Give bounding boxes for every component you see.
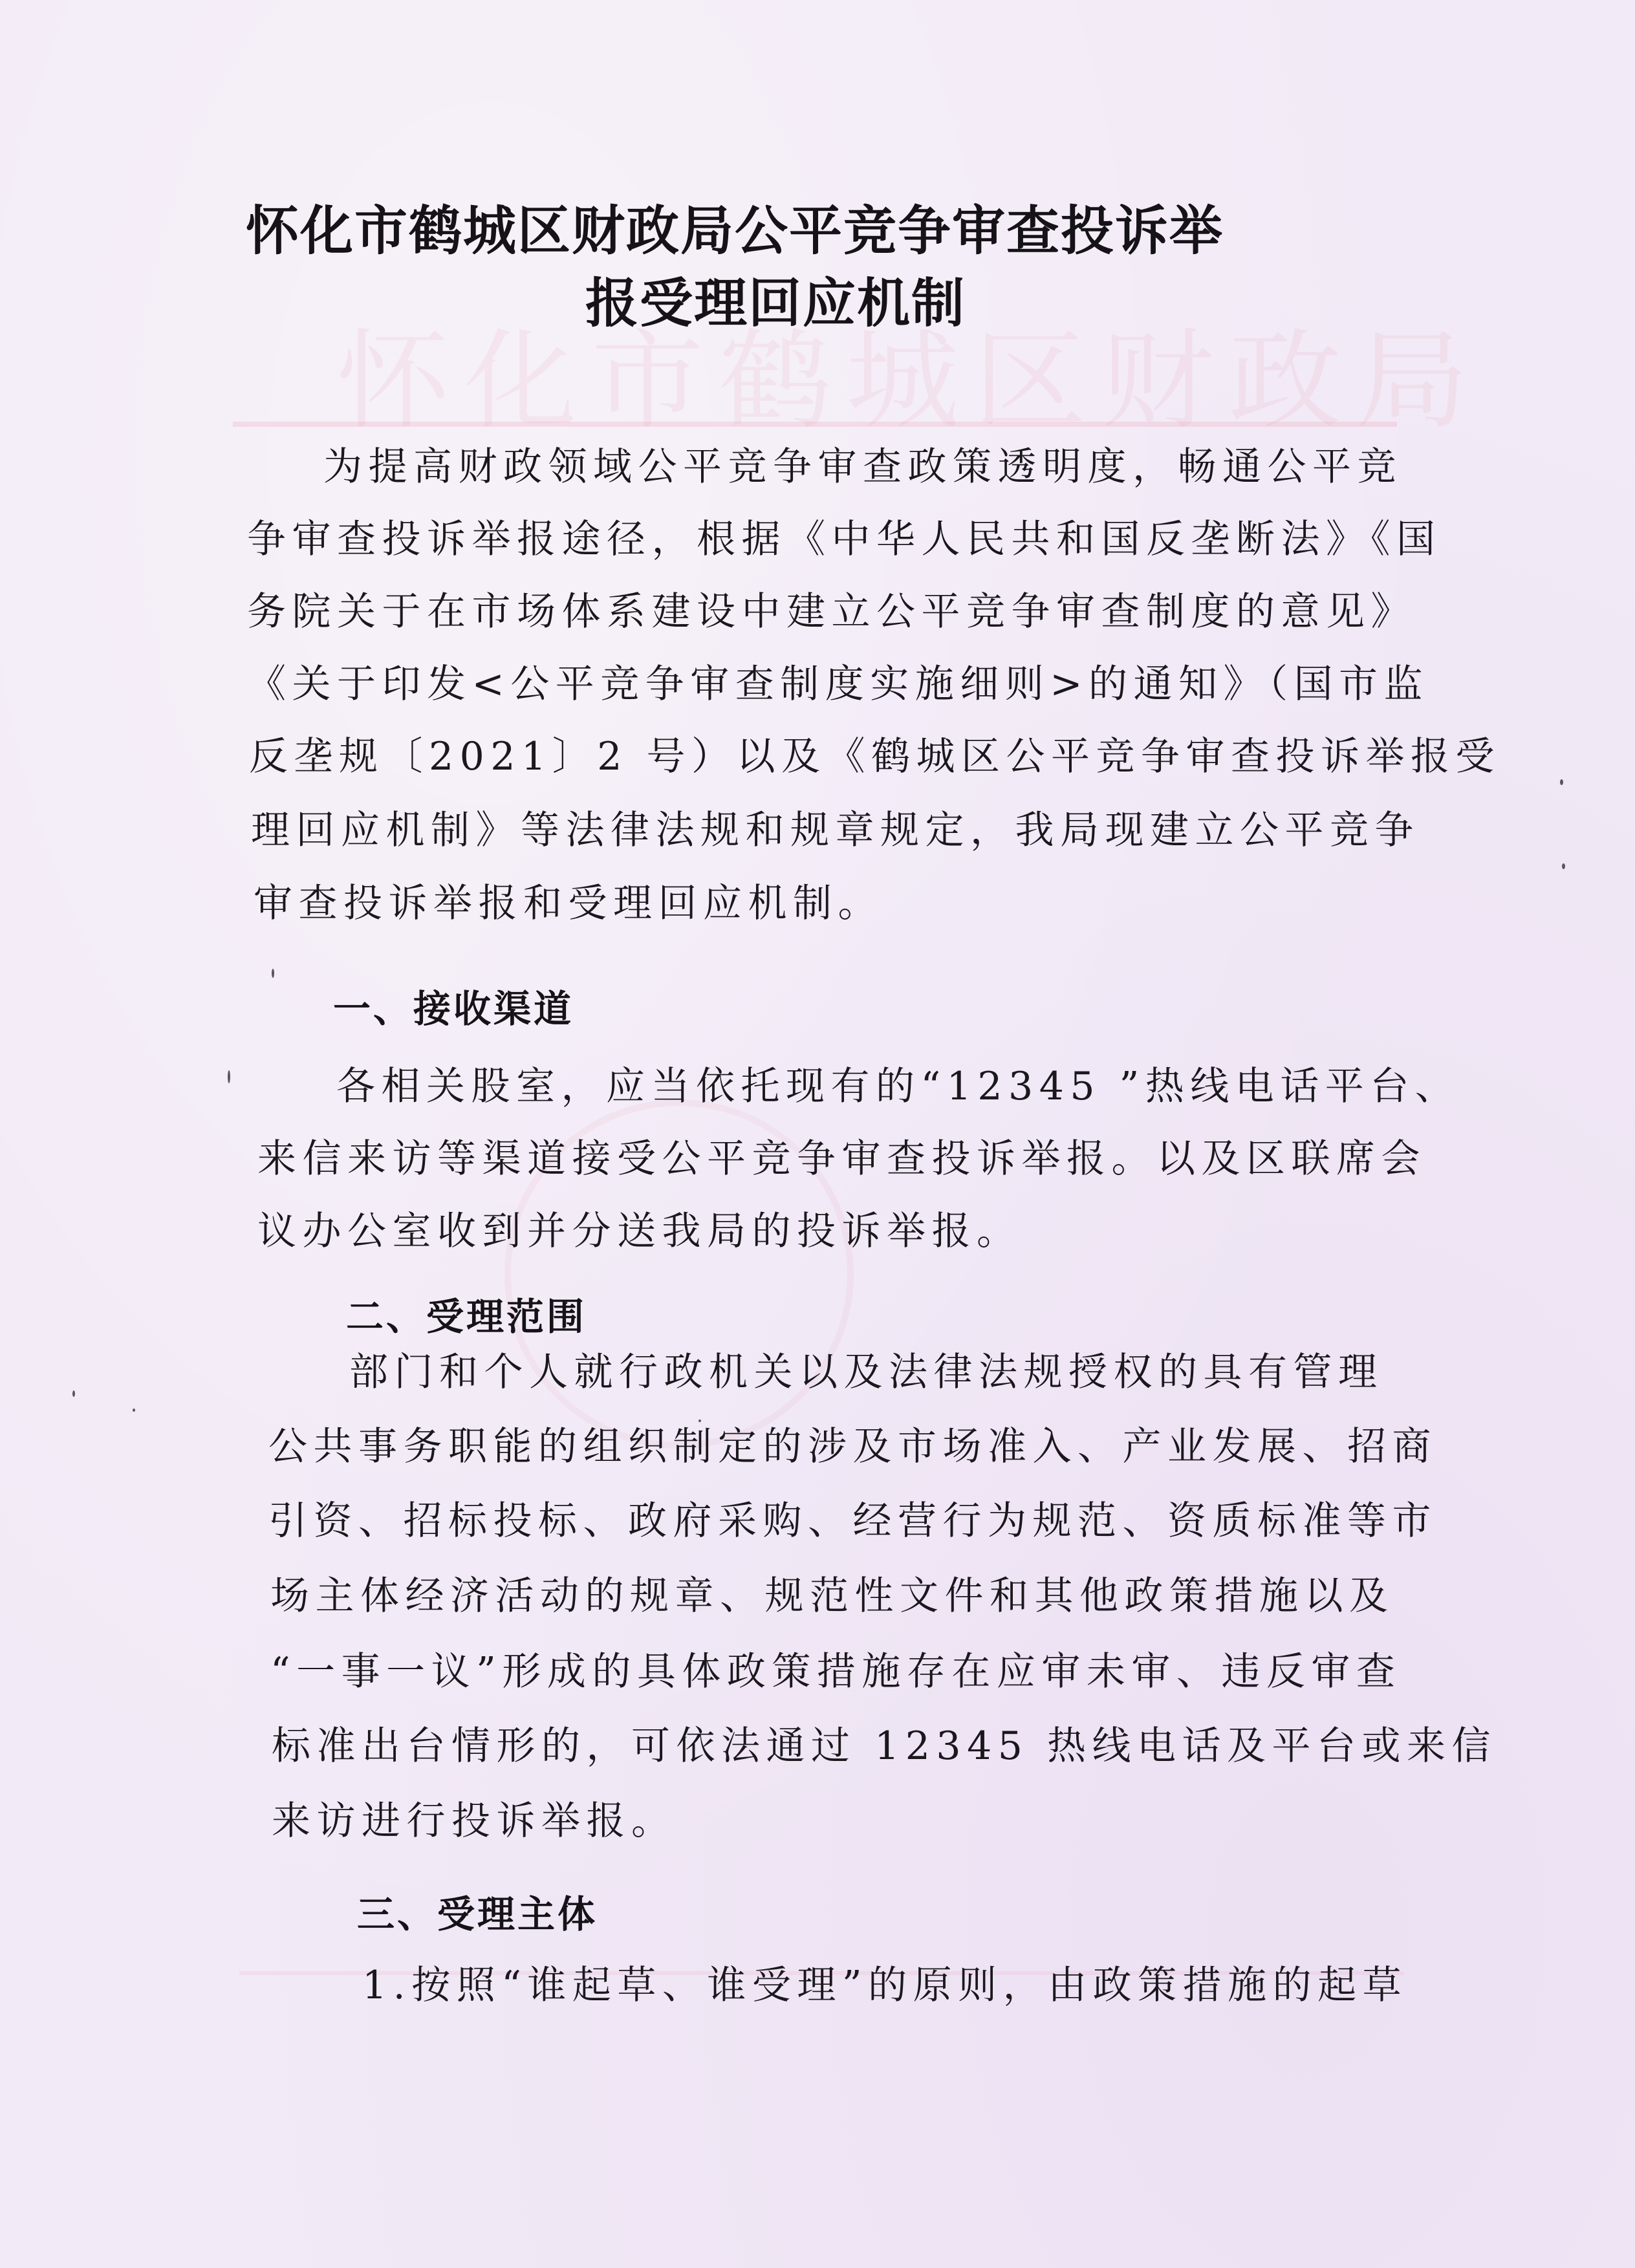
section-1-line-3: 议办公室收到并分送我局的投诉举报。 — [257, 1209, 1022, 1254]
scan-speck — [133, 1409, 135, 1412]
scan-speck — [228, 1070, 230, 1083]
intro-line-1: 为提高财政领域公平竞争审查政策透明度，畅通公平竞 — [323, 444, 1402, 490]
section-2-line-5: “一事一议”形成的具体政策措施存在应审未审、违反审查 — [270, 1649, 1402, 1694]
section-2-line-7: 来访进行投诉举报。 — [272, 1798, 677, 1844]
intro-line-4: 《关于印发<公平竞争审查制度实施细则>的通知》（国市监 — [247, 662, 1429, 707]
document-title-line-1: 怀化市鹤城区财政局公平竞争审查投诉举 — [246, 200, 1224, 262]
section-2-heading: 二、受理范围 — [346, 1295, 587, 1339]
section-3-line-1: 1.按照“谁起草、谁受理”的原则，由政策措施的起草 — [362, 1963, 1408, 2008]
intro-line-3: 务院关于在市场体系建设中建立公平竞争审查制度的意见》 — [247, 589, 1416, 634]
watermark-text: 怀化市鹤城区财政局 — [336, 319, 1483, 444]
section-1-line-2: 来信来访等渠道接受公平竞争审查投诉举报。以及区联席会 — [257, 1136, 1426, 1182]
section-2-line-3: 引资、招标投标、政府采购、经营行为规范、资质标准等市 — [268, 1498, 1437, 1544]
section-2-line-6: 标准出台情形的，可依法通过 12345 热线电话及平台或来信 — [272, 1723, 1497, 1769]
scan-speck — [1562, 863, 1565, 869]
intro-line-6: 理回应机制》等法律法规和规章规定，我局现建立公平竞争 — [251, 808, 1420, 853]
section-2-line-2: 公共事务职能的组织制定的涉及市场准入、产业发展、招商 — [268, 1424, 1437, 1469]
scan-speck — [698, 1420, 701, 1422]
section-2-line-1: 部门和个人就行政机关以及法律法规授权的具有管理 — [349, 1350, 1383, 1395]
document-title-line-2: 报受理回应机制 — [585, 273, 966, 334]
section-1-line-1: 各相关股室，应当依托现有的“12345 ”热线电话平台、 — [336, 1064, 1460, 1109]
scan-speck — [272, 969, 274, 978]
section-3-heading: 三、受理主体 — [357, 1892, 598, 1936]
intro-line-7: 审查投诉举报和受理回应机制。 — [254, 881, 883, 926]
scan-speck — [1560, 779, 1563, 785]
section-1-heading: 一、接收渠道 — [333, 987, 574, 1031]
intro-line-5: 反垄规〔2021〕2 号）以及《鹤城区公平竞争审查投诉举报受 — [249, 734, 1500, 779]
intro-line-2: 争审查投诉举报途径，根据《中华人民共和国反垄断法》《国 — [247, 517, 1442, 562]
scan-speck — [72, 1390, 75, 1397]
watermark-rule — [233, 422, 1397, 427]
section-2-line-4: 场主体经济活动的规章、规范性文件和其他政策措施以及 — [270, 1573, 1394, 1619]
